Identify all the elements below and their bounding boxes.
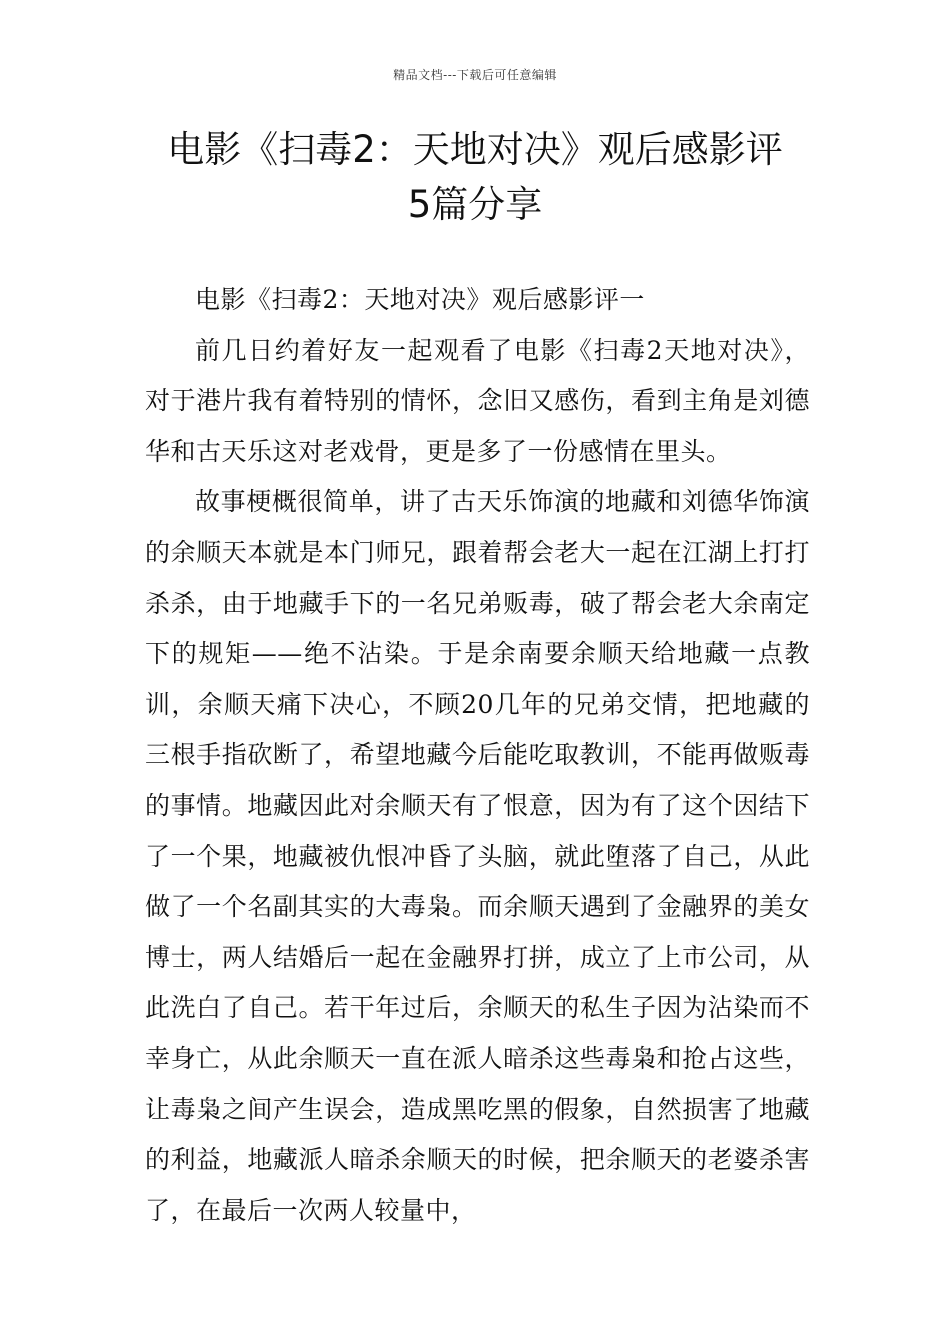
section-heading: 电影《扫毒2：天地对决》观后感影评一 [195, 285, 645, 314]
document-body [145, 275, 810, 1236]
paragraph: 前几日约着好友一起观看了电影《扫毒2天地对决》，对于港片我有着特别的情怀，念旧又感伤，看到主角是刘德华和古天乐这对老戏骨，更是多了一份感情在里头。 [145, 335, 810, 466]
paragraph: 故事梗概很简单，讲了古天乐饰演的地藏和刘德华饰演的余顺天本就是本门师兄，跟着帮会老大一起在江湖上打打杀杀，由于地藏手下的一名兄弟贩毒，破了帮会老大余南定下的规矩——绝不沾染。于是余南要余顺天给地藏一点教训，余顺天痛下决心，不顾20几年的兄弟交情，把地藏的三根手指砍断了，希望地藏今后能吃取教训，不能再做贩毒的事情。地藏因此对余顺天有了恨意，因为有了这个因结下了一个果，地藏被仇恨冲昏了头脑，就此堕落了自己，从此做了一个名副其实的大毒枭。而余顺天遇到了金融界的美女博士，两人结婚后一起在金融界打拼，成立了上市公司，从此洗白了自己。若干年过后，余顺天的私生子因为沾染而不幸身亡，从此余顺天一直在派人暗杀这些毒枭和抢占这些，让毒枭之间产生误会，造成黑吃黑的假象，自然损害了地藏的利益，地藏派人暗杀余顺天的时候，把余顺天的老婆杀害了，在最后一次两人较量中， [145, 487, 810, 1225]
header-note: 精品文档---下载后可任意编辑 [393, 68, 557, 82]
title-line-2: 5篇分享 [407, 183, 543, 226]
document-title [120, 122, 830, 232]
title-line-1: 电影《扫毒2：天地对决》观后感影评 [167, 128, 783, 171]
